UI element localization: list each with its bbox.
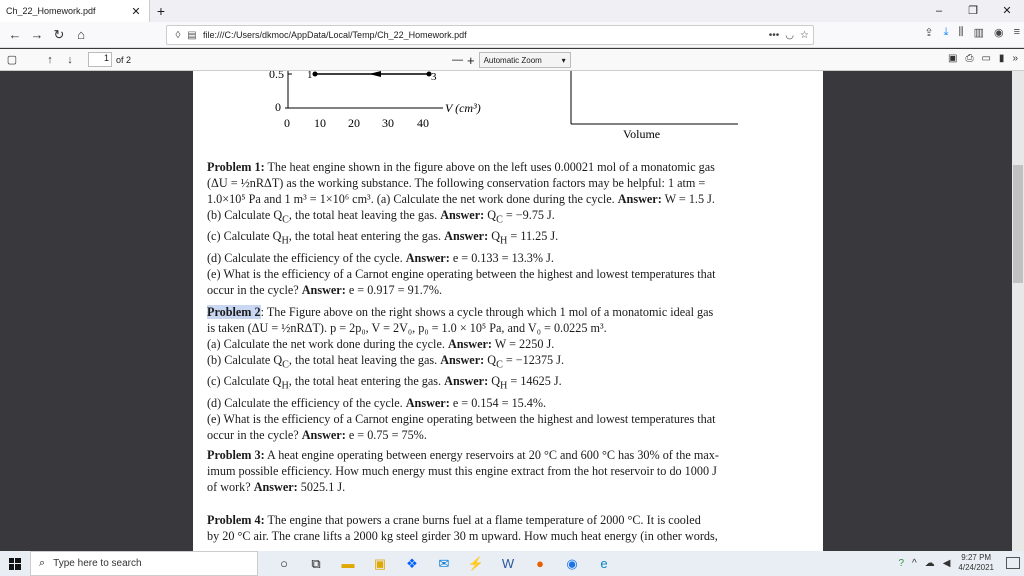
problem-2-answer-c-rest: = 14625 J. xyxy=(507,374,562,389)
navigation-bar xyxy=(0,22,1024,48)
pdf-page xyxy=(193,71,823,551)
problem-2-line-5-rest: , the total heat entering the gas. xyxy=(288,374,445,389)
zoom-select-label: Automatic Zoom xyxy=(483,55,542,65)
problem-1-line-5: (c) Calculate Q xyxy=(207,229,282,244)
close-window-icon[interactable]: ✕ xyxy=(1002,5,1012,17)
url-bar[interactable] xyxy=(166,25,814,45)
taskbar-apps xyxy=(268,551,620,576)
problem-2-line-5: (c) Calculate Q xyxy=(207,374,282,389)
search-icon: ⌕ xyxy=(39,557,46,569)
problem-2-answer-c-sub: H xyxy=(500,380,508,392)
problem-4-line-1: The engine that powers a crane burns fuel at a flame temperature of 2000 °C. It is cooled xyxy=(264,513,701,527)
clock[interactable] xyxy=(958,553,994,573)
problem-1-line-2: (ΔU = ½nRΔT) as the working substance. The following conservation factors may be helpful: 1 atm = xyxy=(207,176,706,190)
chrome-icon[interactable]: ◉ xyxy=(566,555,578,571)
problem-1-answer-d: e = 0.133 = 13.3% J. xyxy=(449,250,554,265)
account-icon[interactable]: ◉ xyxy=(993,27,1004,39)
presentation-mode-icon[interactable]: ▣ xyxy=(948,53,958,64)
taskbar-search[interactable] xyxy=(30,551,258,576)
tab-active[interactable] xyxy=(0,0,150,22)
problem-2-line-7: (e) What is the efficiency of a Carnot engine operating between the highest and lowest temperatures that xyxy=(207,411,716,426)
problem-2-heading: Problem 2 xyxy=(207,305,261,319)
pdf-viewer[interactable] xyxy=(0,71,1024,551)
new-tab-icon[interactable]: + xyxy=(156,3,166,19)
taskbar xyxy=(0,551,1024,576)
problem-4-line-2: by 20 °C air. The crane lifts a 2000 kg steel girder 30 m upward. How much heat energy (in other words, xyxy=(207,529,718,543)
home-icon[interactable]: ⌂ xyxy=(77,27,85,42)
task-view-icon[interactable]: ⧉ xyxy=(311,555,321,571)
problem-2-answer-c-label: Answer: xyxy=(444,374,489,389)
mail-icon[interactable]: ✉ xyxy=(438,555,450,571)
problem-1-line-4-rest: , the total heat leaving the gas. xyxy=(288,208,441,222)
problem-2-answer-d: e = 0.154 = 15.4%. xyxy=(449,395,547,410)
file-icon: ▤ xyxy=(187,29,197,41)
reload-icon[interactable]: ↻ xyxy=(53,26,65,42)
y-tick-label-05: 0.5 xyxy=(269,71,284,81)
problem-2-answer-e: e = 0.75 = 75%. xyxy=(345,427,427,442)
restore-icon[interactable]: ❐ xyxy=(968,5,978,17)
problem-1-answer-c-rest: = 11.25 J. xyxy=(507,229,559,244)
problem-4-heading: Problem 4: xyxy=(207,513,265,527)
problem-2-answer-b-rest: = −12375 J. xyxy=(502,353,564,367)
notifications-icon[interactable] xyxy=(1006,557,1020,569)
problem-2-answer-a: W = 2250 J. xyxy=(491,337,555,351)
pocket-icon[interactable]: ◡ xyxy=(785,29,795,41)
sidebar-icon[interactable]: ▥ xyxy=(973,27,984,39)
problem-3-line-1: A heat engine operating between energy reservoirs at 20 °C and 600 °C has 30% of the max- xyxy=(264,448,719,462)
point-label-3: 3 xyxy=(431,71,437,83)
problem-1-answer-b-rest: = −9.75 J. xyxy=(502,208,555,222)
sidebar-toggle-icon[interactable]: ▢ xyxy=(6,54,18,66)
previous-page-icon[interactable]: ↑ xyxy=(47,53,53,66)
problem-3-heading: Problem 3: xyxy=(207,448,265,462)
problem-2-line-4-rest: , the total heat leaving the gas. xyxy=(288,353,441,367)
problem-1-answer-b-label: Answer: xyxy=(440,208,485,222)
firefox-icon[interactable]: ● xyxy=(536,556,544,571)
page-number-input[interactable]: 1 xyxy=(88,52,112,67)
problem-1-line-3: 1.0×10⁵ Pa and 1 m³ = 1×10⁶ cm³. (a) Calculate the net work done during the cycle. xyxy=(207,192,618,206)
problem-2-line-4: (b) Calculate Q xyxy=(207,353,283,367)
page-count-label: of 2 xyxy=(116,54,132,65)
save-to-pocket-icon[interactable]: ⇪ xyxy=(924,27,934,39)
library-icon[interactable]: ⫼ xyxy=(958,26,964,38)
tab-title: Ch_22_Homework.pdf xyxy=(6,6,96,16)
edge-icon[interactable]: e xyxy=(600,556,608,571)
winamp-icon[interactable]: ⚡ xyxy=(467,555,485,571)
problem-2-answer-a-label: Answer: xyxy=(447,337,492,351)
problem-1 xyxy=(207,159,809,298)
problem-1-line-8: occur in the cycle? xyxy=(207,282,302,297)
problem-1-answer-a-label: Answer: xyxy=(617,192,662,206)
shield-icon[interactable]: ◊ xyxy=(175,29,181,41)
windows-start-icon[interactable] xyxy=(0,551,30,576)
problem-1-answer-b: Q xyxy=(484,208,497,222)
zoom-out-icon[interactable]: — xyxy=(452,54,463,66)
point-1 xyxy=(313,72,318,77)
store-icon[interactable]: ▣ xyxy=(373,555,387,571)
problem-1-line-4-sub: C xyxy=(282,214,289,226)
scrollbar[interactable] xyxy=(1012,71,1024,551)
problem-1-answer-e-label: Answer: xyxy=(301,282,346,297)
url-text[interactable]: file:///C:/Users/dkmoc/AppData/Local/Temp/Ch_22_Homework.pdf xyxy=(203,30,467,40)
word-icon[interactable]: W xyxy=(501,556,515,571)
problem-2-answer-e-label: Answer: xyxy=(301,427,346,442)
downloads-icon[interactable]: ⤓ xyxy=(943,26,949,38)
problem-2-line-6: (d) Calculate the efficiency of the cycle. xyxy=(207,395,406,410)
problem-1-answer-c-label: Answer: xyxy=(444,229,489,244)
taskbar-search-placeholder: Type here to search xyxy=(53,558,142,569)
problem-1-line-1: The heat engine shown in the figure above on the left uses 0.00021 mol of a monatomic gas xyxy=(264,160,715,174)
problem-4 xyxy=(207,512,809,544)
arrow-marker xyxy=(369,71,381,77)
problem-1-answer-c-sub: H xyxy=(500,235,508,247)
forward-icon[interactable]: → xyxy=(30,27,44,42)
problem-3-line-3: of work? xyxy=(207,480,254,494)
x-tick-label-30: 30 xyxy=(382,116,394,130)
problem-2-answer-b: Q xyxy=(484,353,497,367)
problem-1-answer-a: W = 1.5 J. xyxy=(661,192,715,206)
pdf-toolbar xyxy=(0,49,1024,71)
x-tick-label-40: 40 xyxy=(417,116,429,130)
zoom-controls xyxy=(452,52,571,68)
back-icon[interactable]: ← xyxy=(8,27,22,42)
x-tick-label-10: 10 xyxy=(314,116,326,130)
bookmark-star-icon[interactable]: ☆ xyxy=(800,29,809,41)
problem-1-line-7: (e) What is the efficiency of a Carnot engine operating between the highest and lowest temperatures that xyxy=(207,266,716,281)
problem-3-line-2: imum possible efficiency. How much energy must this engine extract from the hot reservoir to do 1000 J xyxy=(207,464,717,478)
problem-3 xyxy=(207,447,809,495)
x-tick-label-0: 0 xyxy=(284,116,290,130)
problem-2-line-3: (a) Calculate the net work done during the cycle. xyxy=(207,337,448,351)
problem-2-answer-d-label: Answer: xyxy=(405,395,450,410)
file-explorer-icon[interactable]: ▬ xyxy=(341,556,355,571)
bookmark-icon[interactable]: ▮ xyxy=(998,53,1005,64)
problem-3-answer: 5025.1 J. xyxy=(297,480,346,494)
help-icon[interactable]: ? xyxy=(898,557,904,569)
close-tab-icon[interactable]: ✕ xyxy=(131,5,141,18)
zoom-select[interactable] xyxy=(479,52,571,68)
network-icon[interactable]: ☁ xyxy=(924,557,935,569)
problem-1-answer-e: e = 0.917 = 91.7%. xyxy=(345,282,443,297)
problem-1-answer-c: Q xyxy=(488,229,501,244)
x-tick-label-20: 20 xyxy=(348,116,360,130)
window-controls xyxy=(922,0,1024,22)
chevron-up-icon[interactable]: ^ xyxy=(912,557,917,569)
y-tick-label-0: 0 xyxy=(275,100,281,114)
problem-2-answer-b-sub: C xyxy=(496,359,503,371)
problem-2-line-2: is taken (ΔU = ½nRΔT). p = 2p₀, V = 2V₀, p₀ = 1.0 × 10⁵ Pa, and V₀ = 0.0225 m³. xyxy=(207,321,607,335)
problem-1-line-4: (b) Calculate Q xyxy=(207,208,283,222)
problem-1-answer-d-label: Answer: xyxy=(405,250,450,265)
clock-date: 4/24/2021 xyxy=(958,563,994,572)
print-icon[interactable]: ⎙ xyxy=(965,53,974,64)
problem-1-heading: Problem 1: xyxy=(207,160,265,174)
problem-1-line-5-sub: H xyxy=(281,235,289,247)
cortana-icon[interactable]: ○ xyxy=(280,556,288,571)
menu-icon[interactable]: ≡ xyxy=(1013,26,1020,38)
dropbox-icon[interactable]: ❖ xyxy=(406,555,418,571)
minimize-icon[interactable]: – xyxy=(935,5,943,17)
figure-area xyxy=(193,71,823,151)
next-page-icon[interactable]: ↓ xyxy=(67,53,73,66)
volume-icon[interactable]: ◀ xyxy=(942,557,951,569)
problem-3-answer-label: Answer: xyxy=(253,480,298,494)
problem-1-line-5-rest: , the total heat entering the gas. xyxy=(288,229,445,244)
problem-2 xyxy=(207,304,809,443)
point-label-1: 1 xyxy=(307,71,313,81)
problem-1-answer-b-sub: C xyxy=(496,214,503,226)
scrollbar-thumb[interactable] xyxy=(1013,165,1023,283)
problem-2-line-1: : The Figure above on the right shows a cycle through which 1 mol of a monatomic ideal gas xyxy=(260,305,714,319)
page-actions-icon[interactable]: ••• xyxy=(768,29,780,41)
zoom-in-icon[interactable]: + xyxy=(467,52,475,68)
clock-time: 9:27 PM xyxy=(961,553,992,562)
tab-strip xyxy=(0,0,1024,22)
left-x-axis-label: V (cm³) xyxy=(445,101,481,115)
tools-icon[interactable]: » xyxy=(1012,53,1018,64)
chevron-down-icon: ▾ xyxy=(561,55,566,65)
problem-1-line-6: (d) Calculate the efficiency of the cycle. xyxy=(207,250,406,265)
problem-2-answer-b-label: Answer: xyxy=(440,353,485,367)
system-tray xyxy=(898,553,994,573)
right-x-axis-label: Volume xyxy=(623,127,661,141)
problem-2-line-4-sub: C xyxy=(282,359,289,371)
save-icon[interactable]: ▭ xyxy=(981,53,991,64)
problem-2-line-8: occur in the cycle? xyxy=(207,427,302,442)
problem-2-line-5-sub: H xyxy=(281,380,289,392)
problem-2-answer-c: Q xyxy=(488,374,501,389)
